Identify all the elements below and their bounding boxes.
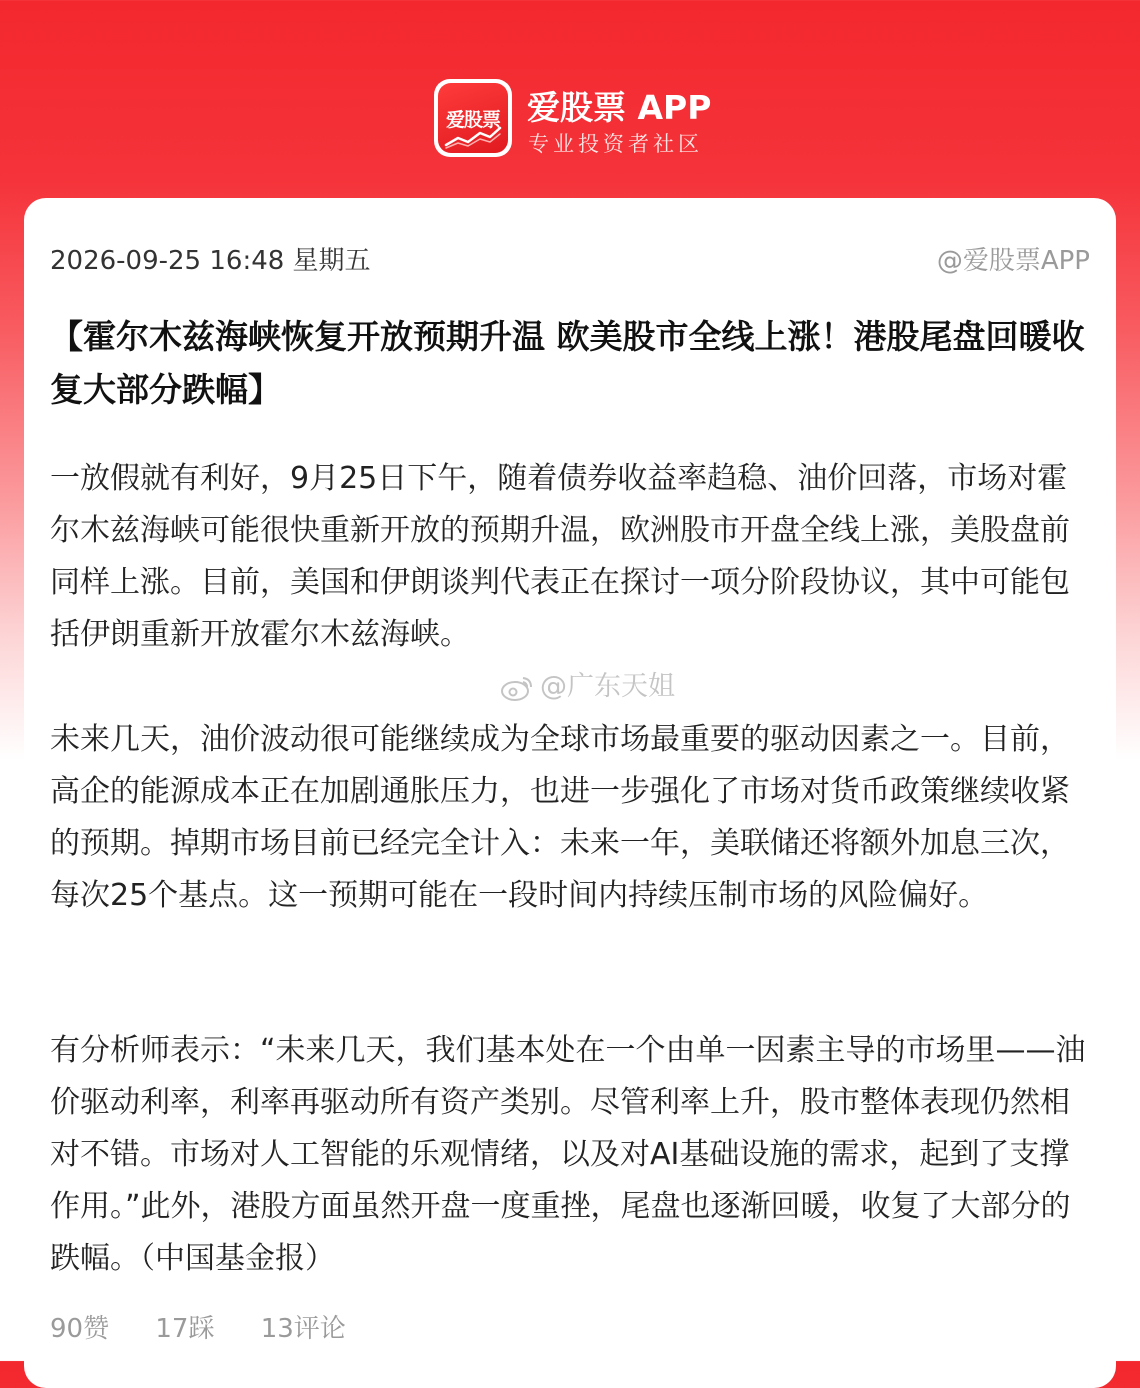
post-headline: 【霍尔木兹海峡恢复开放预期升温 欧美股市全线上涨！港股尾盘回暖收复大部分跌幅】 bbox=[50, 317, 1085, 409]
watermark bbox=[500, 664, 675, 703]
brand-tagline: 专业投资者社区 bbox=[528, 132, 703, 156]
brand-name: 爱股票 APP bbox=[527, 88, 712, 127]
app-header bbox=[0, 0, 1140, 200]
post-source-handle[interactable]: @爱股票APP bbox=[936, 246, 1090, 276]
logo-background bbox=[438, 83, 508, 153]
like-count[interactable]: 90赞 bbox=[50, 1314, 110, 1344]
logo-text: 爱股票 bbox=[445, 109, 500, 131]
weibo-icon bbox=[500, 674, 534, 702]
post-stats bbox=[50, 1308, 384, 1345]
post-datetime: 2026-09-25 16:48 星期五 bbox=[50, 246, 371, 276]
watermark-text: @广东天姐 bbox=[540, 671, 675, 702]
comment-count[interactable]: 13评论 bbox=[260, 1314, 346, 1344]
app-logo bbox=[434, 79, 512, 157]
post-card bbox=[24, 198, 1116, 1388]
stock-chart-logo-icon bbox=[444, 125, 502, 149]
post-paragraph-2: 未来几天，油价波动很可能继续成为全球市场最重要的驱动因素之一。目前，高企的能源成本正在加剧通胀压力，也进一步强化了市场对货币政策继续收紧的预期。掉期市场目前已经完全计入：未来一年，美联储还将额外加息三次，每次25个基点。这一预期可能在一段时间内持续压制市场的风险偏好。 bbox=[50, 722, 1070, 913]
dislike-count[interactable]: 17踩 bbox=[155, 1314, 215, 1344]
post-paragraph-1: 一放假就有利好，9月25日下午，随着债券收益率趋稳、油价回落，市场对霍尔木兹海峡可能很快重新开放的预期升温，欧洲股市开盘全线上涨，美股盘前同样上涨。目前，美国和伊朗谈判代表正在探讨一项分阶段协议，其中可能包括伊朗重新开放霍尔木兹海峡。 bbox=[50, 461, 1070, 652]
post-paragraph-3: 有分析师表示：“未来几天，我们基本处在一个由单一因素主导的市场里——油价驱动利率，利率再驱动所有资产类别。尽管利率上升，股市整体表现仍然相对不错。市场对人工智能的乐观情绪，以及对AI基础设施的需求，起到了支撑作用。”此外，港股方面虽然开盘一度重挫，尾盘也逐渐回暖，收复了大部分的跌幅。（中国基金报） bbox=[50, 1033, 1086, 1276]
